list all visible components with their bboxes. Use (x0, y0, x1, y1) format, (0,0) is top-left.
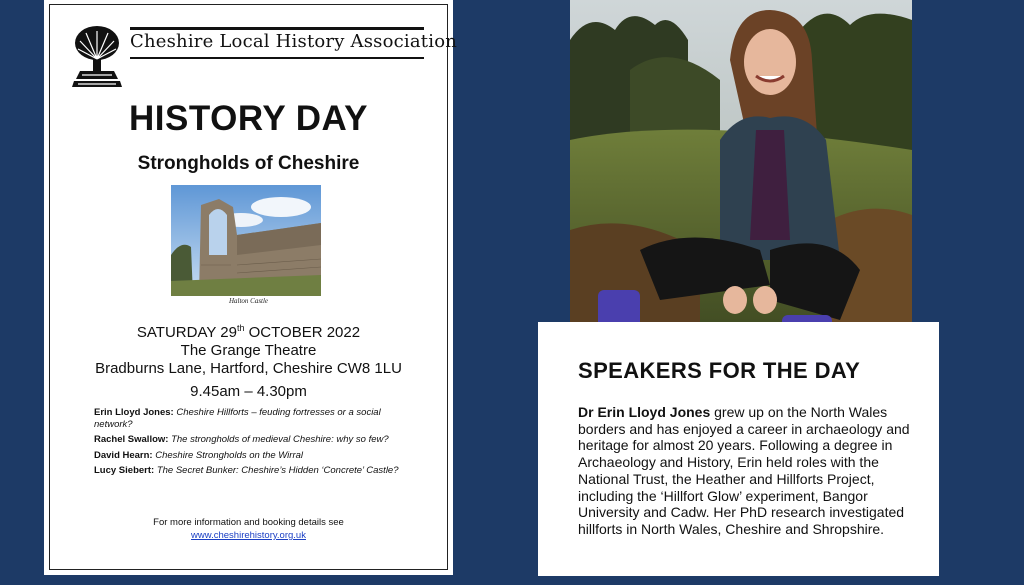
more-info-text: For more information and booking details see (153, 517, 344, 528)
website-link[interactable]: www.cheshirehistory.org.uk (191, 530, 306, 541)
event-venue: The Grange Theatre (180, 342, 317, 359)
event-poster (44, 0, 458, 575)
poster-title: HISTORY DAY (129, 99, 368, 138)
castle-photo (171, 185, 321, 296)
event-time: 9.45am – 4.30pm (190, 383, 307, 400)
speakers-list (94, 407, 404, 481)
speaker-bio: Dr Erin Lloyd Jones grew up on the North Wales borders and has enjoyed a career in archaeology and heritage for almost 20 years. Following a degree in Archaeology and History, Erin held roles with the National Trust, the Heather and Hillforts Project, including the ‘Hillfort Glow’ experiment, Bangor University and Cadw. Her PhD research investigated hillforts in North Wales, Cheshire and Shropshire. (578, 404, 910, 537)
association-name: Cheshire Local History Association (130, 31, 458, 52)
speaker-photo (570, 0, 912, 338)
speaker-entry: Lucy Siebert: The Secret Bunker: Cheshire’s Hidden ‘Concrete’ Castle? (94, 465, 399, 476)
header-rule (130, 27, 424, 30)
speaker-name: Dr Erin Lloyd Jones (578, 404, 711, 420)
wheatsheaf-logo-icon (68, 23, 126, 89)
poster-subtitle: Strongholds of Cheshire (137, 153, 360, 174)
speaker-entry: Rachel Swallow: The strongholds of medieval Cheshire: why so few? (94, 434, 389, 445)
event-date: SATURDAY 29th OCTOBER 2022 (136, 323, 361, 341)
speaker-bio-card (538, 322, 939, 576)
image-caption: Halton Castle (228, 297, 269, 305)
speaker-entry: Erin Lloyd Jones: Cheshire Hillforts – feuding fortresses or a social network? (94, 407, 381, 430)
poster-frame (49, 4, 458, 570)
speaker-entry: David Hearn: Cheshire Strongholds on the Wirral (94, 449, 304, 461)
header-rule (130, 57, 424, 59)
event-address: Bradburns Lane, Hartford, Cheshire CW8 1LU (95, 360, 402, 377)
card-heading: SPEAKERS FOR THE DAY (578, 358, 861, 383)
